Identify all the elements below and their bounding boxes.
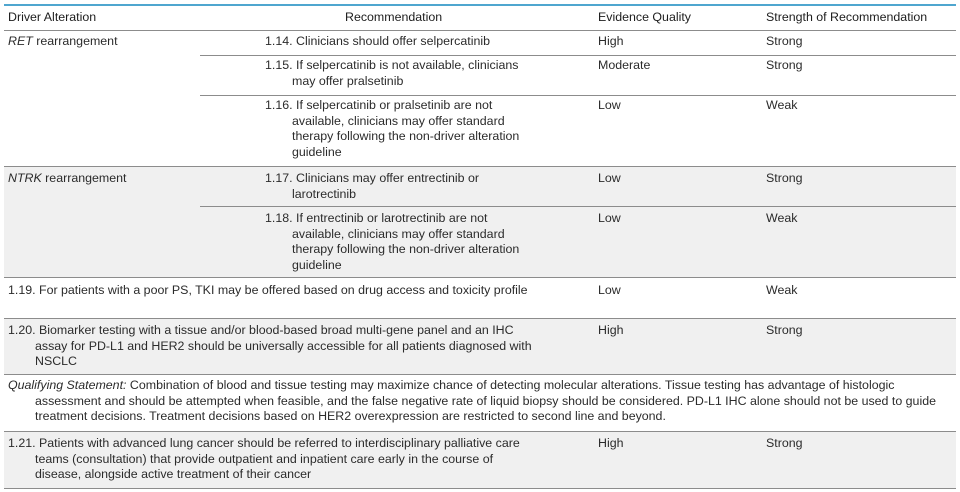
rec-1-21 — [8, 436, 538, 483]
rule-1-17 — [200, 206, 956, 207]
rec-1-15 — [265, 58, 540, 89]
row-1-21 — [4, 432, 956, 488]
strength-1-18: Weak — [766, 211, 798, 225]
ret-driver-label — [8, 34, 118, 50]
evidence-1-20: High — [598, 323, 624, 337]
qualifying-statement — [8, 378, 954, 425]
strength-1-19: Weak — [766, 283, 798, 297]
rule-1-21 — [4, 488, 956, 489]
rec-1-21-text: 1.21. Patients with advanced lung cancer should be referred to interdisciplinary palliative care teams (consultation) that provide outpatient and inpatient care early in the course of disease, alongside active treatment of their cancer — [8, 436, 520, 481]
strength-1-21: Strong — [766, 436, 803, 450]
evidence-1-19: Low — [598, 283, 621, 297]
strength-1-16: Weak — [766, 98, 798, 112]
strength-1-14: Strong — [766, 34, 803, 48]
header-recommendation: Recommendation — [345, 10, 443, 24]
strength-1-20: Strong — [766, 323, 803, 337]
qualifying-statement-row — [4, 375, 956, 431]
rec-1-18 — [265, 211, 540, 273]
rec-1-19-text: 1.19. For patients with a poor PS, TKI may be offered based on drug access and toxicity profile — [8, 283, 528, 297]
ntrk-group — [4, 167, 956, 277]
ret-gene: RET — [8, 34, 33, 48]
row-1-19 — [4, 278, 956, 318]
rec-1-14: 1.14. Clinicians should offer selpercatinib — [265, 34, 490, 48]
row-1-20 — [4, 319, 956, 374]
ntrk-suffix: rearrangement — [41, 171, 127, 185]
rule-1-15 — [200, 95, 956, 96]
strength-1-15: Strong — [766, 58, 803, 72]
rec-1-16-text: 1.16. If selpercatinib or pralsetinib are not available, clinicians may offer standard therapy following the non-driver alteration guideline — [265, 98, 520, 159]
evidence-1-21: High — [598, 436, 624, 450]
rule-1-14 — [200, 55, 956, 56]
header-driver: Driver Alteration — [8, 10, 97, 24]
rec-1-20-text: 1.20. Biomarker testing with a tissue and/or blood-based broad multi-gene panel and an IHC assay for PD-L1 and HER2 should be universally accessible for all patients diagnosed with NSCLC — [8, 323, 532, 368]
strength-1-17: Strong — [766, 171, 803, 185]
rec-1-17 — [265, 171, 540, 202]
evidence-1-14: High — [598, 34, 624, 48]
rec-1-19 — [8, 283, 538, 299]
rec-1-18-text: 1.18. If entrectinib or larotrectinib are not available, clinicians may offer standard therapy following the non-driver alteration guideline — [265, 211, 520, 272]
table-header-row — [4, 6, 956, 30]
qualifying-text: Combination of blood and tissue testing may maximize chance of detecting molecular alterations. Tissue testing has advantage of histologic assessment and should be attempted when feasible, and the false negative rate of liquid biopsy should be considered. PD-L1 IHC alone should not be used to guide treatment decisions. Treatment decisions based on HER2 overexpression are restricted to second line and beyond. — [35, 378, 936, 423]
header-evidence: Evidence Quality — [598, 10, 691, 24]
ntrk-driver-label — [8, 171, 126, 187]
evidence-1-17: Low — [598, 171, 621, 185]
evidence-1-15: Moderate — [598, 58, 651, 72]
ntrk-gene: NTRK — [8, 171, 42, 185]
ret-group — [4, 31, 956, 166]
rec-1-15-text: 1.15. If selpercatinib is not available, clinicians may offer pralsetinib — [265, 58, 519, 88]
rec-1-17-text: 1.17. Clinicians may offer entrectinib or larotrectinib — [265, 171, 479, 201]
ret-suffix: rearrangement — [32, 34, 118, 48]
rec-1-20 — [8, 323, 538, 370]
rec-1-16 — [265, 98, 540, 160]
evidence-1-18: Low — [598, 211, 621, 225]
evidence-1-16: Low — [598, 98, 621, 112]
qualifying-label: Qualifying Statement: — [8, 378, 127, 392]
header-strength: Strength of Recommendation — [766, 10, 928, 24]
